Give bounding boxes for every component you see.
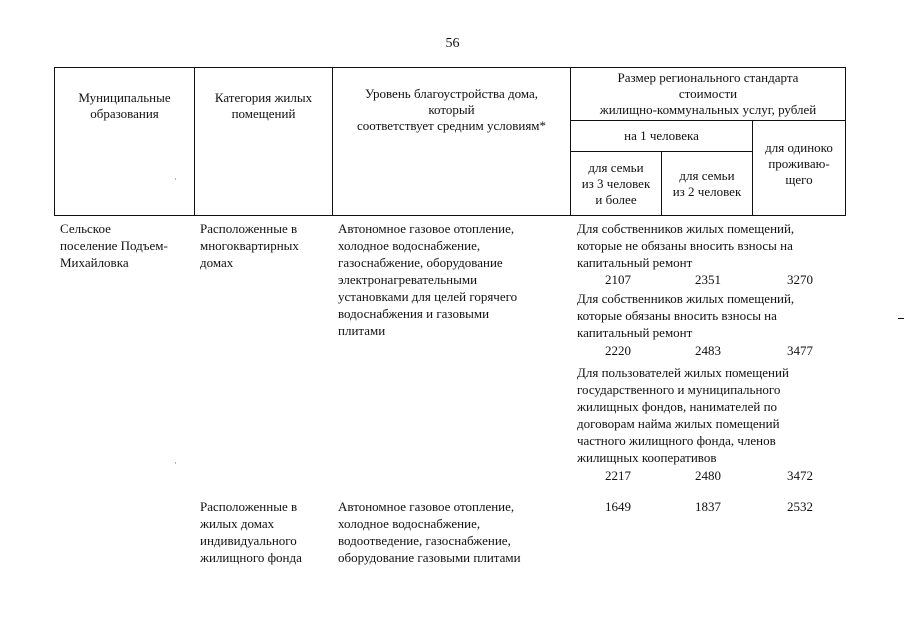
level-1-line: холодное водоснабжение, [338,238,481,253]
group-b-text-line: которые обязаны вносить взносы на [577,308,777,323]
group-c-text-line: Для пользователей жилых помещений [577,365,789,380]
header-category-line: Категория жилых [214,90,313,105]
group-a-value-family-2: 2351 [695,272,721,287]
header-single [753,126,845,202]
level-2-line: Автономное газовое отопление, [338,499,515,514]
header-family-2-line: из 2 человек [672,183,742,199]
scan-mark: · [174,174,177,184]
category-2-line: жилых домах [200,516,275,531]
header-family-3-line: для семьи [588,159,644,175]
header-family-3-line: из 3 человек [581,175,651,191]
header-category-line: помещений [231,106,296,121]
header-family-3 [571,152,661,215]
group-b-value-family-2: 2483 [695,343,721,358]
row-2-value-family-3: 1649 [605,499,631,514]
group-a-text-line: которые не обязаны вносить взносы на [577,238,793,253]
group-c-value-single: 3472 [787,468,813,483]
level-1-line: электронагревательными [338,272,478,287]
category-1-line: домах [200,255,234,270]
category-2-line: индивидуального [200,533,297,548]
level-2-line: водоотведение, газоснабжение, [338,533,511,548]
header-single-line: щего [785,172,813,187]
category-1-line: многоквартирных [200,238,299,253]
level-1-line: водоснабжения и газовыми [338,306,490,321]
group-a-text-line: капитальный ремонт [577,255,693,270]
header-standard-line: стоимости [678,86,738,101]
group-a-value-family-3: 2107 [605,272,631,287]
page-number: 56 [445,36,460,51]
group-c-text-line: договорам найма жилых помещений [577,416,780,431]
table-right-border [845,67,846,216]
header-per-person [571,121,752,151]
municipality-line: Михайловка [60,255,129,270]
group-b-value-single: 3477 [787,343,813,358]
header-single-line: проживаю- [768,156,830,171]
scan-mark: · [174,458,177,468]
group-a-value-single: 3270 [787,272,813,287]
table-header-bottom-border [54,215,846,216]
group-b-text-line: Для собственников жилых помещений, [577,291,795,306]
header-level-line: Уровень благоустройства дома, [364,86,539,101]
level-1-line: установками для целей горячего [338,289,518,304]
scan-edge-mark [898,318,904,319]
row-2-value-single: 2532 [787,499,813,514]
header-single-line: для одиноко [765,140,833,155]
header-level [333,78,570,142]
municipality-line: Сельское [60,221,111,236]
municipality-line: поселение Подъем- [60,238,168,253]
group-b-text-line: капитальный ремонт [577,325,693,340]
header-municipality [55,68,194,144]
level-2-line: холодное водоснабжение, [338,516,481,531]
row-2-value-family-2: 1837 [695,499,721,514]
header-standard-line: Размер регионального стандарта [617,70,799,85]
header-per-person-text: на 1 человека [624,128,699,143]
group-c-text-line: жилищных кооперативов [577,450,717,465]
group-c-text-line: государственного и муниципального [577,382,781,397]
header-level-line: соответствует средним условиям* [356,118,547,133]
header-level-line: который [428,102,475,117]
header-municipality-line: образования [90,106,159,121]
level-1-line: плитами [338,323,386,338]
level-1-line: Автономное газовое отопление, [338,221,515,236]
group-c-value-family-3: 2217 [605,468,631,483]
header-family-2 [662,152,752,215]
category-2-line: жилищного фонда [200,550,302,565]
header-standard [571,68,845,120]
header-category [195,68,332,144]
group-c-text-line: частного жилищного фонда, членов [577,433,776,448]
group-c-text-line: жилищных фондов, нанимателей по [577,399,778,414]
group-c-value-family-2: 2480 [695,468,721,483]
group-b-value-family-3: 2220 [605,343,631,358]
group-a-text-line: Для собственников жилых помещений, [577,221,795,236]
level-2-line: оборудование газовыми плитами [338,550,521,565]
header-family-2-line: для семьи [679,167,735,183]
category-1-line: Расположенные в [200,221,298,236]
level-1-line: газоснабжение, оборудование [338,255,503,270]
header-standard-line: жилищно-коммунальных услуг, рублей [599,102,817,117]
category-2-line: Расположенные в [200,499,298,514]
header-family-3-line: и более [595,191,637,207]
header-municipality-line: Муниципальные [78,90,171,105]
